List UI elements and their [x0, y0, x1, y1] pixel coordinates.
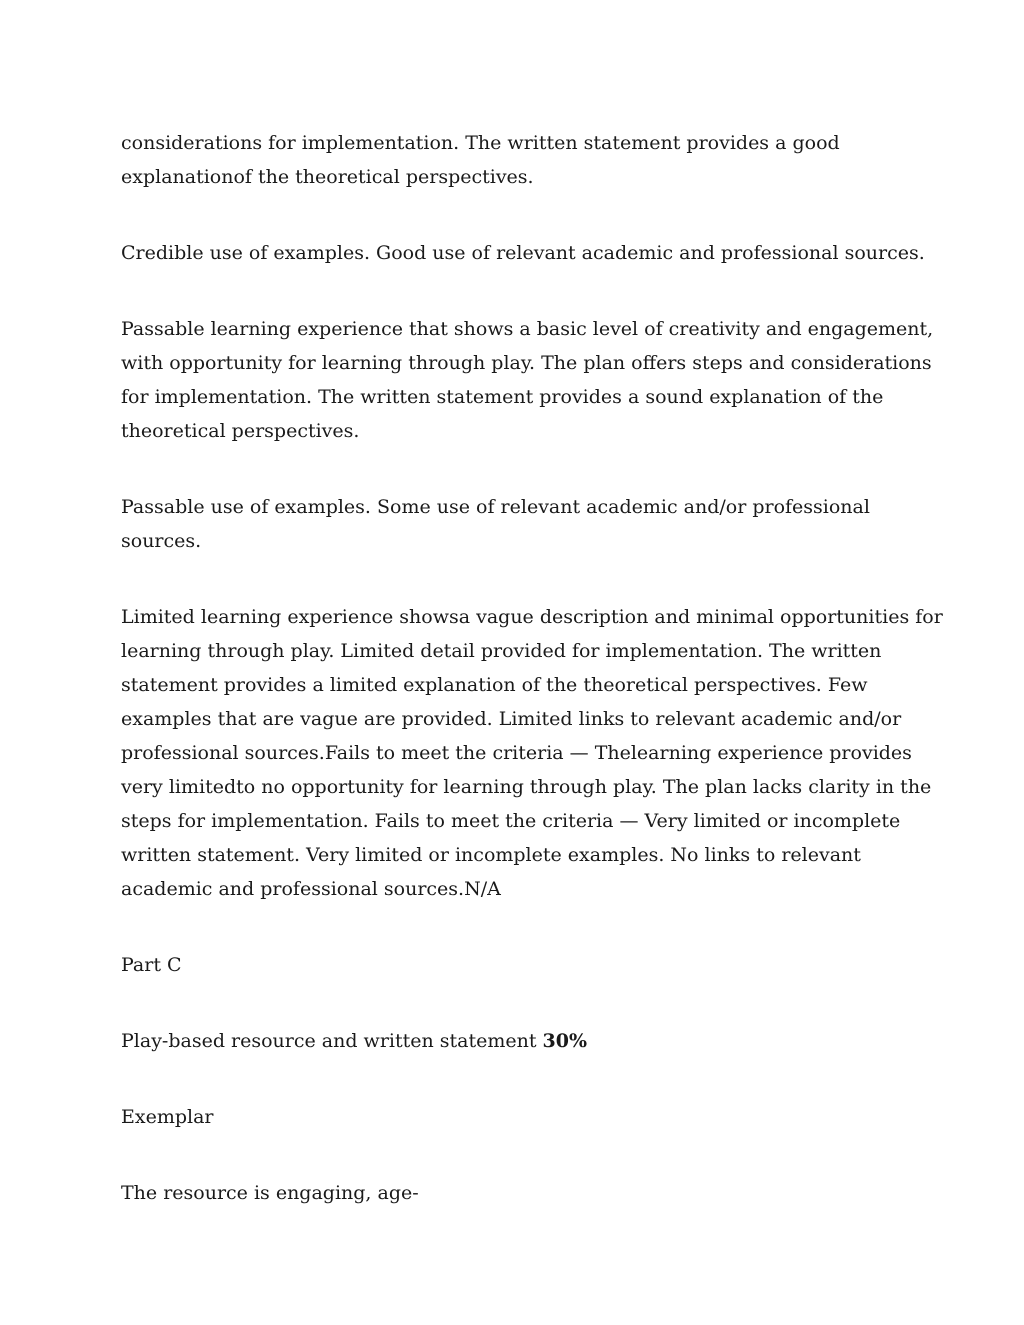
text-line: steps for implementation. Fails to meet the criteria — Very limited or incomplete [121, 810, 901, 832]
final-line: The resource is engaging, age- [121, 1182, 419, 1204]
paragraph-3 [121, 312, 934, 448]
resource-line-text: Play-based resource and written statement [121, 1030, 543, 1052]
text-line: very limitedto no opportunity for learning through play. The plan lacks clarity in the [121, 776, 932, 798]
text-line: Passable learning experience that shows a basic level of creativity and engagement, [121, 318, 934, 340]
exemplar-label-text: Exemplar [121, 1106, 214, 1128]
document-page [121, 126, 943, 1252]
final-paragraph [121, 1176, 911, 1210]
paragraph-2 [121, 236, 925, 270]
resource-line-row [121, 1024, 911, 1058]
paragraph-5 [121, 600, 943, 906]
text-line: examples that are vague are provided. Limited links to relevant academic and/or [121, 708, 902, 730]
paragraph-1 [121, 126, 911, 194]
part-heading-text: Part C [121, 954, 182, 976]
resource-line [121, 1024, 911, 1058]
text-line: professional sources.Fails to meet the criteria — Thelearning experience provides [121, 742, 912, 764]
text-line: Limited learning experience showsa vague description and minimal opportunities for [121, 606, 943, 628]
text-line: Credible use of examples. Good use of relevant academic and professional sources. [121, 242, 925, 264]
part-heading [121, 948, 911, 982]
text-line: statement provides a limited explanation of the theoretical perspectives. Few [121, 674, 868, 696]
paragraph-4 [121, 490, 911, 558]
text-line: theoretical perspectives. [121, 420, 360, 442]
text-line: written statement. Very limited or incomplete examples. No links to relevant [121, 844, 861, 866]
text-line: sources. [121, 530, 202, 552]
text-line: Passable use of examples. Some use of relevant academic and/or professional [121, 496, 870, 518]
text-line: with opportunity for learning through play. The plan offers steps and considerations [121, 352, 932, 374]
resource-weight: 30% [542, 1030, 588, 1052]
text-line: considerations for implementation. The written statement provides a good [121, 132, 840, 154]
text-line: for implementation. The written statement provides a sound explanation of the [121, 386, 884, 408]
text-line: explanationof the theoretical perspectives. [121, 166, 534, 188]
text-line: learning through play. Limited detail provided for implementation. The written [121, 640, 882, 662]
text-line: academic and professional sources.N/A [121, 878, 501, 900]
exemplar-label [121, 1100, 911, 1134]
